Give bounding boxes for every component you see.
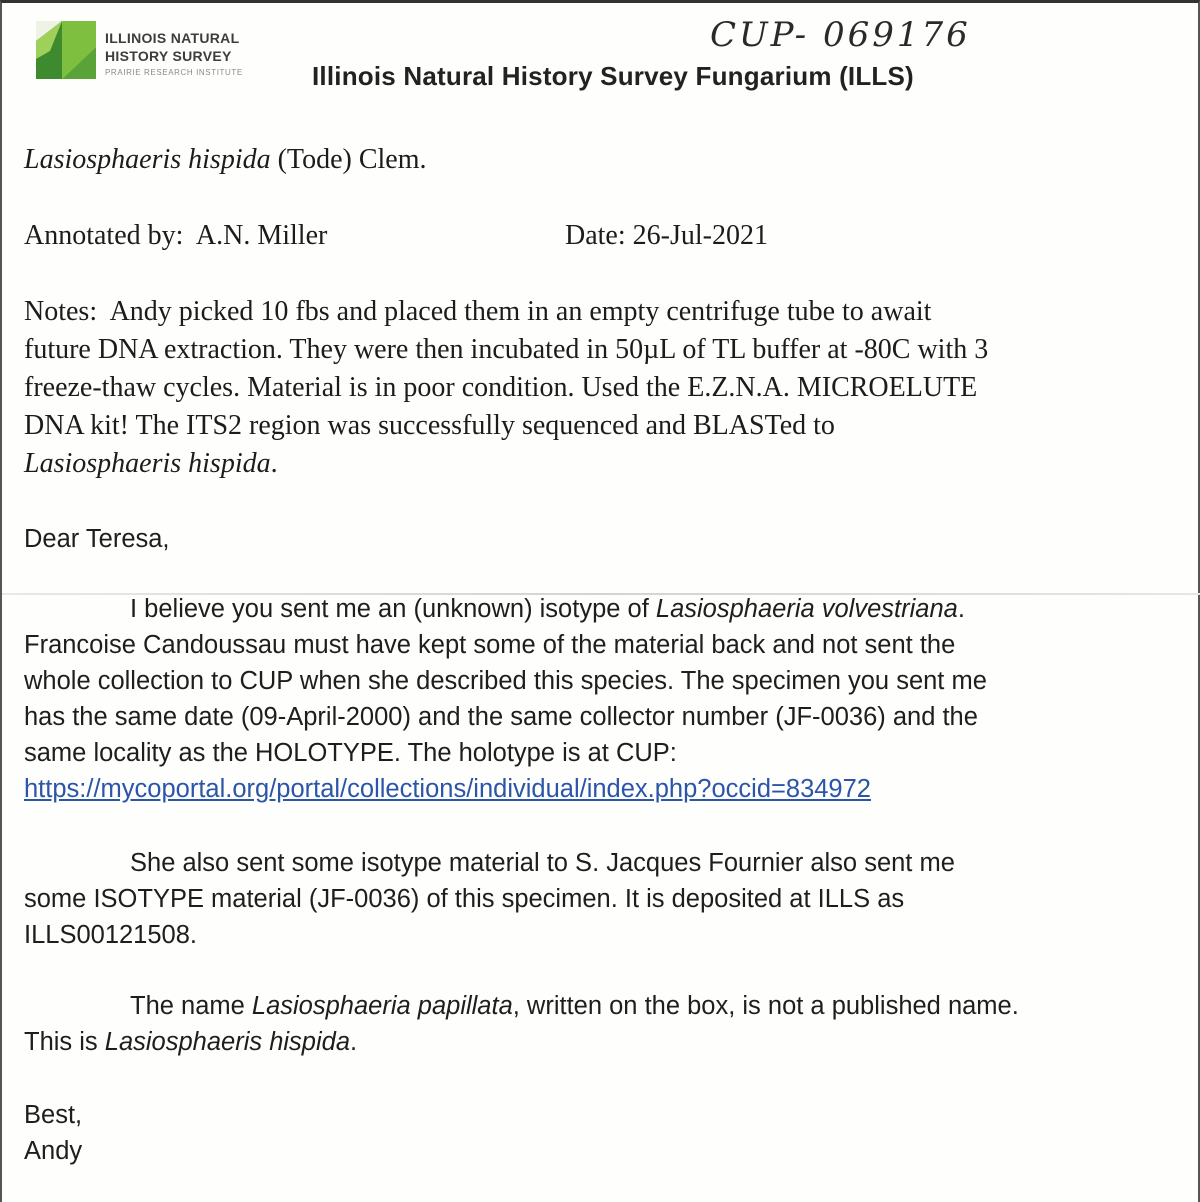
letter-line: Francoise Candoussau must have kept some of the material back and not sent the — [24, 631, 956, 659]
date-value: 26-Jul-2021 — [632, 220, 768, 251]
letter-line: ILLS00121508. — [24, 921, 197, 949]
inhs-logo-icon — [36, 21, 96, 79]
letter-line: some ISOTYPE material (JF-0036) of this specimen. It is deposited at ILLS as — [24, 885, 905, 913]
logo-line-3: PRAIRIE RESEARCH INSTITUTE — [105, 68, 243, 77]
logo-line-2: HISTORY SURVEY — [105, 48, 232, 64]
annotated-by — [24, 217, 327, 255]
taxon-binomial: Lasiosphaeris hispida — [24, 144, 271, 175]
letter-text: This is — [24, 1028, 105, 1056]
letter-text: The name — [130, 992, 252, 1020]
letter-line — [24, 591, 987, 627]
letter-text: . — [350, 1028, 358, 1056]
letter-taxon: Lasiosphaeria papillata — [251, 992, 513, 1020]
letter-line — [24, 988, 1019, 1024]
letter-line — [24, 771, 987, 807]
letter-line: whole collection to CUP when she described this species. The specimen you sent me — [24, 667, 987, 695]
closing-word: Best, — [24, 1101, 83, 1129]
letter-line — [24, 1024, 1019, 1060]
notes-line: freeze-thaw cycles. Material is in poor condition. Used the E.Z.N.A. MICROELUTE — [24, 372, 978, 403]
letter-closing — [24, 1097, 82, 1169]
notes-label: Notes: — [24, 296, 98, 327]
letter-text: I believe you sent me an (unknown) isotype of — [130, 595, 656, 623]
letter-line: same locality as the HOLOTYPE. The holotype is at CUP: — [24, 739, 677, 767]
handwritten-catalog-number: CUP- 069176 — [710, 15, 971, 55]
letter-text: She also sent some isotype material to S. Jacques Fournier also sent me — [130, 849, 955, 877]
letter-paragraph-1 — [24, 591, 987, 807]
notes-text: Andy picked 10 fbs and placed them in an empty centrifuge tube to await — [109, 296, 932, 327]
logo-line-1: ILLINOIS NATURAL — [105, 30, 240, 46]
letter-greeting: Dear Teresa, — [24, 525, 170, 553]
letter-text: , written on the box, is not a published name. — [512, 992, 1019, 1020]
signature: Andy — [24, 1137, 83, 1165]
notes-line — [24, 293, 988, 331]
notes-end: . — [270, 448, 278, 479]
letter-line: has the same date (09-April-2000) and the same collector number (JF-0036) and the — [24, 703, 978, 731]
letter-taxon: Lasiosphaeria volvestriana — [655, 595, 958, 623]
notes-line — [24, 445, 988, 483]
notes-line: DNA kit! The ITS2 region was successfully sequenced and BLASTed to — [24, 410, 835, 441]
notes-block — [24, 293, 988, 483]
letter-taxon: Lasiosphaeris hispida — [104, 1028, 351, 1056]
letter-paragraph-2 — [24, 845, 955, 953]
date-label: Date: — [565, 220, 626, 251]
annotation-date — [565, 217, 768, 255]
mycoportal-link[interactable]: https://mycoportal.org/portal/collections/individual/index.php?occid=834972 — [24, 775, 871, 803]
annotator-name: A.N. Miller — [195, 220, 328, 251]
page-title: Illinois Natural History Survey Fungarium (ILLS) — [312, 61, 914, 91]
taxon-author: (Tode) Clem. — [277, 144, 427, 175]
letter-paragraph-3 — [24, 988, 1019, 1060]
notes-taxon: Lasiosphaeris hispida — [24, 448, 271, 479]
notes-line: future DNA extraction. They were then incubated in 50µL of TL buffer at -80C with 3 — [24, 334, 989, 365]
letter-line — [24, 845, 955, 881]
letter-text: . — [957, 595, 965, 623]
taxon-name — [24, 141, 427, 179]
annotated-by-label: Annotated by: — [24, 220, 184, 251]
